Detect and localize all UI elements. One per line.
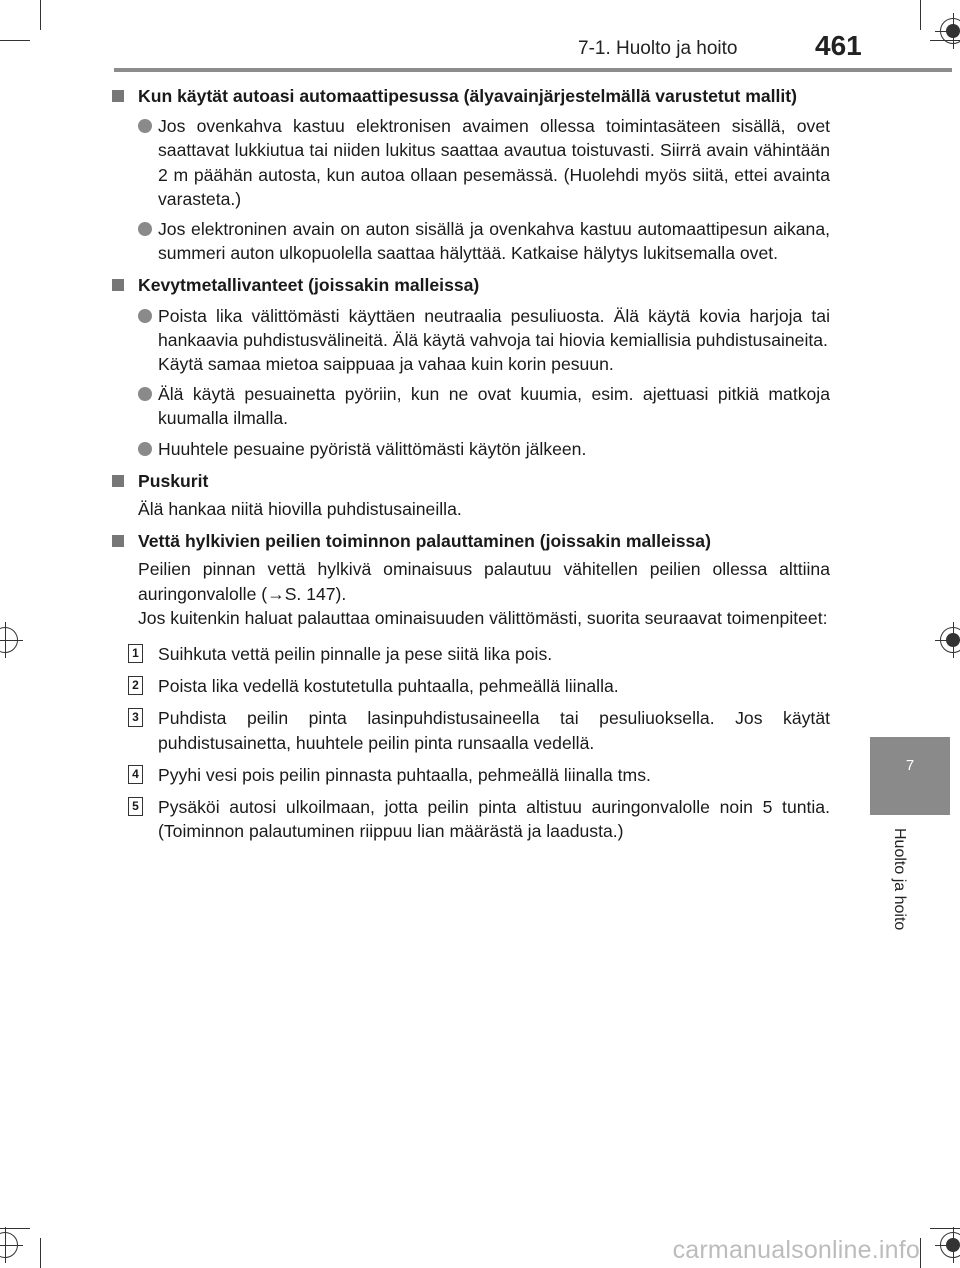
- bullet-icon: [138, 442, 152, 456]
- registration-mark-left: [0, 627, 18, 653]
- step-item: [128, 674, 830, 698]
- bullet-item: [138, 437, 830, 461]
- step-item: [128, 795, 830, 843]
- bullet-icon: [138, 309, 152, 323]
- bullet-item: [138, 304, 830, 377]
- bullet-item: [138, 382, 830, 430]
- step-text: Puhdista peilin pinta lasinpuhdistusaineella tai pesuliuoksella. Jos käytät puhdistusainetta, huuhtele peilin pinta runsaalla vedellä.: [158, 708, 830, 753]
- bullet-text: Jos elektroninen avain on auton sisällä ja ovenkahva kastuu automaattipesun aikana, summeri auton ulkopuolella saattaa hälyttää. Katkaise hälytys lukitsemalla ovet.: [158, 219, 830, 264]
- bullet-icon: [138, 119, 152, 133]
- step-number: 4: [128, 765, 143, 784]
- bullet-icon: [138, 387, 152, 401]
- section-text-2: Jos kuitenkin haluat palauttaa ominaisuuden välittömästi, suorita seuraavat toimenpiteet:: [138, 607, 828, 628]
- bullet-text: Älä käytä pesuainetta pyöriin, kun ne ovat kuumia, esim. ajettuasi pitkiä matkoja kuumalla ilmalla.: [158, 384, 830, 429]
- section-heading: Vettä hylkivien peilien toiminnon palauttaminen (joissakin malleissa): [138, 531, 711, 552]
- bullet-text: Huuhtele pesuaine pyöristä välittömästi käytön jälkeen.: [158, 438, 587, 459]
- step-number: 5: [128, 797, 143, 816]
- bullet-icon: [138, 222, 152, 236]
- section-bumpers: [112, 469, 830, 521]
- bullet-extra-text: Käytä samaa mietoa saippuaa ja vahaa kuin korin pesuun.: [158, 354, 614, 375]
- section-heading: Kevytmetallivanteet (joissakin malleissa): [138, 275, 480, 296]
- section-automatic-car-wash: [112, 84, 830, 265]
- step-number: 2: [128, 676, 143, 695]
- section-marker-icon: [112, 475, 124, 487]
- section-marker-icon: [112, 90, 124, 102]
- registration-mark-right: [940, 627, 960, 653]
- chapter-label: Huolto ja hoito: [891, 828, 908, 931]
- bullet-text: Poista lika välittömästi käyttäen neutraalia pesuliuosta. Älä käytä kovia harjoja tai hankaavia puhdistusvälineitä. Älä käytä vahvoja tai hiovia kemiallisia puhdistusaineita.: [158, 305, 830, 350]
- header-rule: [114, 68, 952, 72]
- section-alloy-wheels: [112, 273, 830, 460]
- step-number: 1: [128, 644, 143, 663]
- step-item: [128, 642, 830, 666]
- page-number: 461: [815, 30, 862, 61]
- section-text: Peilien pinnan vettä hylkivä ominaisuus palautuu vähitellen peilien ollessa alttiina auringonvalolle (→S. 147).: [138, 559, 830, 604]
- step-text: Suihkuta vettä peilin pinnalle ja pese siitä lika pois.: [158, 644, 553, 665]
- step-list: [128, 642, 830, 843]
- section-title: 7-1. Huolto ja hoito: [578, 38, 738, 59]
- chapter-number: 7: [905, 757, 915, 774]
- section-marker-icon: [112, 535, 124, 547]
- bullet-text: Jos ovenkahva kastuu elektronisen avaimen ollessa toimintasäteen sisällä, ovet saattavat lukkiutua tai niiden lukitus saattaa avautua toistuvasti. Siirrä avain vähintään 2 m päähän autosta, kun autoa ollaan pesemässä. (Huolehdi myös siitä, ettei avainta varasteta.): [158, 116, 830, 209]
- section-heading: Kun käytät autoasi automaattipesussa (älyavainjärjestelmällä varustetut mallit): [138, 86, 798, 106]
- step-text: Poista lika vedellä kostutetulla puhtaalla, pehmeällä liinalla.: [158, 676, 619, 697]
- step-text: Pysäköi autosi ulkoilmaan, jotta peilin pinta altistuu auringonvalolle noin 5 tuntia. (Toiminnon palautuminen riippuu lian määrästä ja laadusta.): [158, 797, 830, 842]
- page-content: [112, 84, 830, 851]
- section-water-repellent-mirrors: [112, 529, 830, 843]
- section-marker-icon: [112, 279, 124, 291]
- step-item: [128, 763, 830, 787]
- registration-mark-bottom-right: [940, 1232, 960, 1258]
- page-header: [0, 0, 960, 80]
- section-heading: Puskurit: [138, 470, 209, 491]
- step-item: [128, 706, 830, 754]
- section-text: Älä hankaa niitä hiovilla puhdistusaineilla.: [138, 499, 462, 520]
- chapter-tab[interactable]: [870, 737, 950, 815]
- bullet-item: [138, 114, 830, 211]
- registration-mark-bottom-left: [0, 1232, 18, 1258]
- step-text: Pyyhi vesi pois peilin pinnasta puhtaalla, pehmeällä liinalla tms.: [158, 764, 651, 785]
- watermark-text: carmanualsonline.info: [672, 1236, 920, 1264]
- bullet-item: [138, 217, 830, 265]
- step-number: 3: [128, 708, 143, 727]
